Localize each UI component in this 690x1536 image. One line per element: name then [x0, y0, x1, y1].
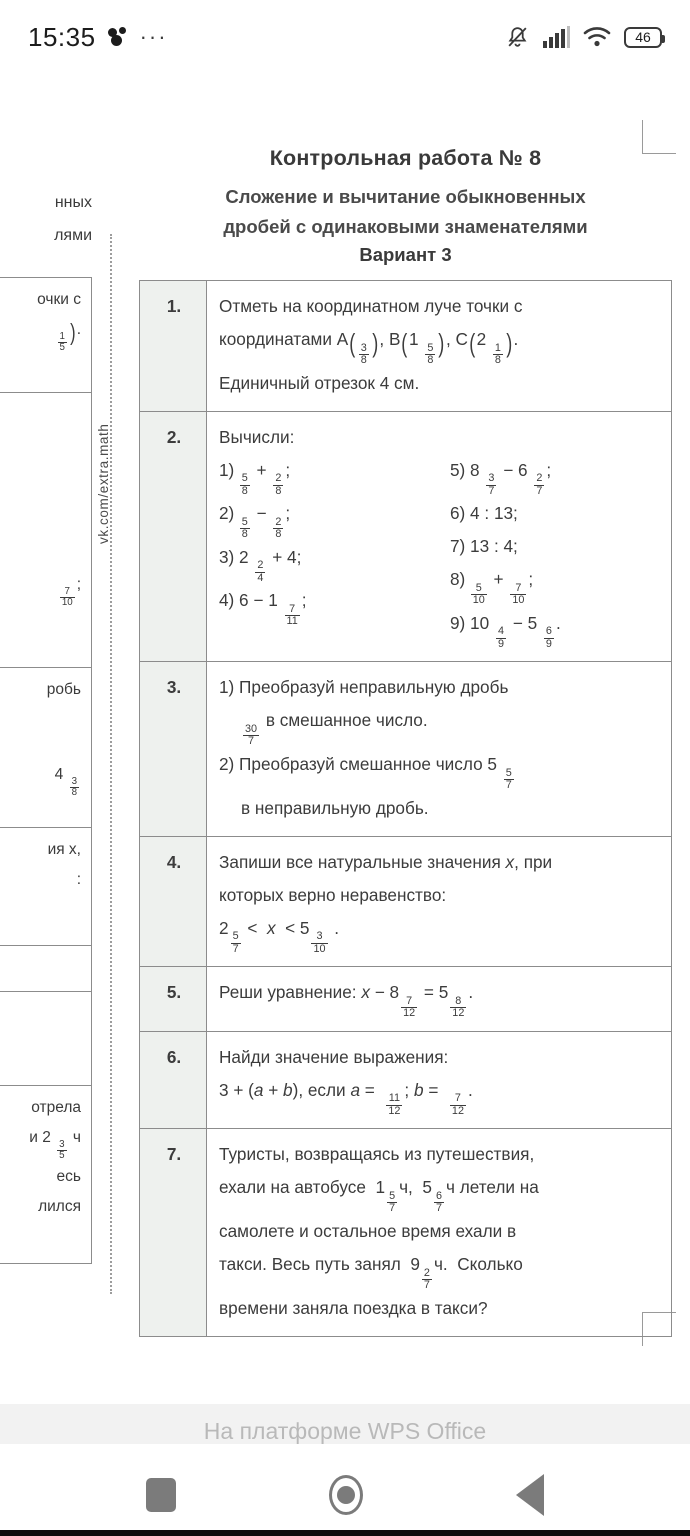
adjacent-row-7 — [0, 1086, 91, 1264]
table-row — [140, 662, 672, 836]
task-3-line3: 2) Преобразуй смешанное число 5 $\frac{5}{7}$ — [219, 753, 512, 792]
task-2-item-9: 9) 10 $\frac{4}{9}$ − 5 $\frac{6}{9}$ . — [450, 612, 561, 650]
adjacent-page-title — [0, 186, 92, 252]
adjacent-title-line1: нных — [54, 194, 92, 211]
worksheet-variant: Вариант 3 — [359, 244, 452, 265]
fraction-5-8: $\frac{5}{8}$ — [241, 472, 248, 497]
adjacent-text-5: отрела — [31, 1099, 81, 1116]
fraction-3-5: $\frac{3}{5}$ — [59, 1139, 65, 1162]
fraction-7-11: $\frac{7}{11}$ — [286, 603, 298, 628]
ellipsis-icon: ··· — [139, 24, 168, 49]
fraction-3-10: $\frac{3}{10}$ — [313, 930, 326, 955]
fraction-2-8: $\frac{2}{8}$ — [275, 472, 282, 497]
battery-level: 46 — [635, 29, 651, 45]
task-2-right-column — [450, 454, 661, 651]
task-2-left-column — [219, 454, 430, 651]
task-7-line5: времени заняла поездка в такси? — [219, 1297, 488, 1318]
adjacent-text-4: : — [76, 871, 81, 888]
fraction-4-9: $\frac{4}{9}$ — [497, 625, 504, 650]
adjacent-row-4 — [0, 828, 91, 946]
worksheet-subtitle-line2: дробей с одинаковыми знаменателями — [223, 216, 588, 237]
fraction-8-12: $\frac{8}{12}$ — [452, 994, 465, 1020]
table-row — [140, 836, 672, 967]
fraction-7-10: $\frac{7}{10}$ — [512, 581, 525, 607]
document-viewer[interactable] — [0, 74, 690, 1404]
platform-note: На платформе WPS Office — [203, 1418, 487, 1444]
adjacent-row-5 — [0, 946, 91, 992]
table-row — [140, 411, 672, 662]
table-row — [140, 1129, 672, 1336]
task-body-3 — [207, 662, 672, 836]
fraction-1-5: $\frac{1}{5}$ — [59, 331, 65, 354]
battery-icon — [624, 27, 662, 48]
task-2-columns — [219, 454, 661, 651]
task-3-line2: $\frac{30}{7}$ в смешанное число. — [245, 710, 428, 748]
worksheet-title — [139, 74, 672, 266]
fraction-2-7: $\frac{2}{7}$ — [536, 472, 543, 497]
task-number: 6. — [140, 1031, 207, 1129]
task-2-item-8: 8) $\frac{5}{10}$ + $\frac{7}{10}$ ; — [450, 569, 534, 607]
task-4-line2: которых верно неравенство: — [219, 884, 447, 905]
adjacent-text-2: робь — [46, 681, 81, 698]
task-2-heading: Вычисли: — [219, 426, 295, 447]
task-4-line3: 2 $\frac{5}{7}$ < x < 5 $\frac{3}{10}$ . — [219, 917, 340, 955]
task-1-line3: Единичный отрезок 4 см. — [219, 372, 420, 393]
fraction-30-7: $\frac{30}{7}$ — [245, 723, 258, 748]
adjacent-text-6: есь — [56, 1167, 81, 1185]
adjacent-row-1 — [0, 278, 91, 393]
table-row — [140, 281, 672, 412]
adjacent-page-fragment — [0, 74, 92, 1274]
task-number: 7. — [140, 1129, 207, 1336]
bell-muted-icon — [505, 25, 530, 50]
fraction-7-10: $\frac{7}{10}$ — [61, 586, 73, 609]
task-number: 5. — [140, 967, 207, 1032]
table-row — [140, 967, 672, 1032]
task-body-7 — [207, 1129, 672, 1336]
task-2-item-4: 4) 6 − 1 $\frac{7}{11}$ ; — [219, 590, 307, 628]
task-body-2 — [207, 411, 672, 662]
table-row — [140, 1031, 672, 1129]
task-7-line3: самолете и остальное время ехали в — [219, 1220, 517, 1241]
fraction-5-7: $\frac{5}{7}$ — [389, 1189, 396, 1215]
dotted-cut-line — [110, 234, 114, 1294]
task-2-item-5: 5) 8 $\frac{3}{7}$ − 6 $\frac{2}{7}$ ; — [450, 459, 552, 497]
fraction-5-8: $\frac{5}{8}$ — [241, 515, 248, 541]
task-number: 2. — [140, 411, 207, 662]
watermark-url: vk.com/extra.math — [96, 423, 111, 544]
adjacent-mixed-number-2: и 2 $\frac{3}{5}$ ч — [29, 1129, 81, 1162]
adjacent-text: очки с — [37, 291, 81, 308]
status-time: 15:35 — [28, 21, 96, 52]
fraction-2-8: $\frac{2}{8}$ — [275, 515, 282, 541]
fraction-5-7: $\frac{5}{7}$ — [232, 930, 239, 955]
home-button[interactable] — [329, 1475, 363, 1515]
fraction-3-8: $\frac{3}{8}$ — [71, 776, 77, 799]
task-6-line2: 3 + (a + b), если a = $\frac{11}{12}$ ; b = $\frac{7}{12}$ . — [219, 1079, 473, 1117]
status-bar-left — [28, 22, 168, 53]
task-1-line1: Отметь на координатном луче точки с — [219, 296, 523, 316]
android-nav-bar — [0, 1454, 690, 1536]
task-5-line1: Реши уравнение: x − 8 $\frac{7}{12}$ = 5 $\frac{8}{12}$ . — [219, 982, 474, 1020]
adjacent-row-6 — [0, 992, 91, 1086]
adjacent-row-3 — [0, 668, 91, 828]
task-number: 4. — [140, 836, 207, 967]
task-body-1 — [207, 281, 672, 412]
back-button[interactable] — [516, 1474, 544, 1516]
fraction-6-7: $\frac{6}{7}$ — [435, 1189, 442, 1215]
fraction-3-8: $\frac{3}{8}$ — [360, 341, 367, 367]
task-number: 3. — [140, 662, 207, 836]
task-2-item-2: 2) $\frac{5}{8}$ − $\frac{2}{8}$ ; — [219, 503, 291, 541]
adjacent-text-3: ия x, — [47, 841, 81, 858]
task-7-line1: Туристы, возвращаясь из путешествия, — [219, 1144, 535, 1165]
worksheet — [139, 74, 672, 1337]
footer-cover — [0, 1444, 690, 1454]
task-3-line1: 1) Преобразуй неправильную дробь — [219, 677, 509, 698]
adjacent-text-7: лился — [38, 1197, 81, 1215]
adjacent-row-2 — [0, 393, 91, 668]
worksheet-subtitle-line1: Сложение и вычитание обыкновенных — [225, 186, 586, 207]
task-3-line4: в неправильную дробь. — [241, 797, 429, 818]
adjacent-page-table — [0, 277, 92, 1264]
task-1-line2: координатами A( $\frac{3}{8}$ ), B(1 $\frac{5}{8}$ ), C(2 $\frac{1}{8}$ ). — [219, 329, 519, 367]
gesture-strip — [0, 1530, 690, 1536]
fraction-11-12: $\frac{11}{12}$ — [388, 1092, 401, 1117]
task-2-item-6: 6) 4 : 13; — [450, 503, 518, 524]
tasks-table — [139, 280, 672, 1337]
task-4-line1: Запиши все натуральные значения x, при — [219, 851, 553, 872]
task-body-6 — [207, 1031, 672, 1129]
fraction-7-12: $\frac{7}{12}$ — [403, 994, 416, 1020]
task-2-item-1: 1) $\frac{5}{8}$ + $\frac{2}{8}$ ; — [219, 459, 291, 497]
worksheet-title-main: Контрольная работа № 8 — [269, 146, 542, 170]
task-7-line2: ехали на автобусе 1 $\frac{5}{7}$ ч, 5 $\frac{6}{7}$ ч летели на — [219, 1177, 539, 1215]
fraction-5-10: $\frac{5}{10}$ — [472, 581, 485, 607]
status-bar-right — [505, 25, 662, 50]
recents-button[interactable] — [146, 1478, 176, 1512]
task-body-5 — [207, 967, 672, 1032]
task-body-4 — [207, 836, 672, 967]
adjacent-mixed-number: 4 $\frac{3}{8}$ — [54, 766, 77, 799]
wifi-icon — [583, 26, 611, 48]
adjacent-title-line2: лями — [54, 227, 92, 244]
fraction-5-7: $\frac{5}{7}$ — [505, 766, 512, 792]
fraction-2-7: $\frac{2}{7}$ — [423, 1266, 430, 1292]
fraction-3-7: $\frac{3}{7}$ — [488, 472, 495, 497]
task-2-item-7: 7) 13 : 4; — [450, 536, 518, 557]
signal-bars-icon — [543, 26, 570, 48]
worksheet-subtitle — [139, 182, 672, 242]
task-7-line4: такси. Весь путь занял 9 $\frac{2}{7}$ ч. Сколько — [219, 1253, 523, 1292]
fraction-1-8: $\frac{1}{8}$ — [494, 341, 501, 367]
adjacent-fraction-2: $\frac{7}{10}$ ; — [61, 576, 81, 609]
status-bar — [0, 0, 690, 74]
fraction-2-4: $\frac{2}{4}$ — [257, 559, 264, 584]
app-dots-icon — [108, 27, 128, 47]
fraction-6-9: $\frac{6}{9}$ — [545, 625, 552, 650]
fraction-5-8: $\frac{5}{8}$ — [427, 341, 434, 367]
task-2-item-3: 3) 2 $\frac{2}{4}$ + 4; — [219, 546, 302, 584]
adjacent-fraction: $\frac{1}{5}$ ). — [59, 319, 81, 354]
fraction-7-12: $\frac{7}{12}$ — [451, 1092, 464, 1117]
task-number: 1. — [140, 281, 207, 412]
task-6-line1: Найди значение выражения: — [219, 1046, 449, 1067]
